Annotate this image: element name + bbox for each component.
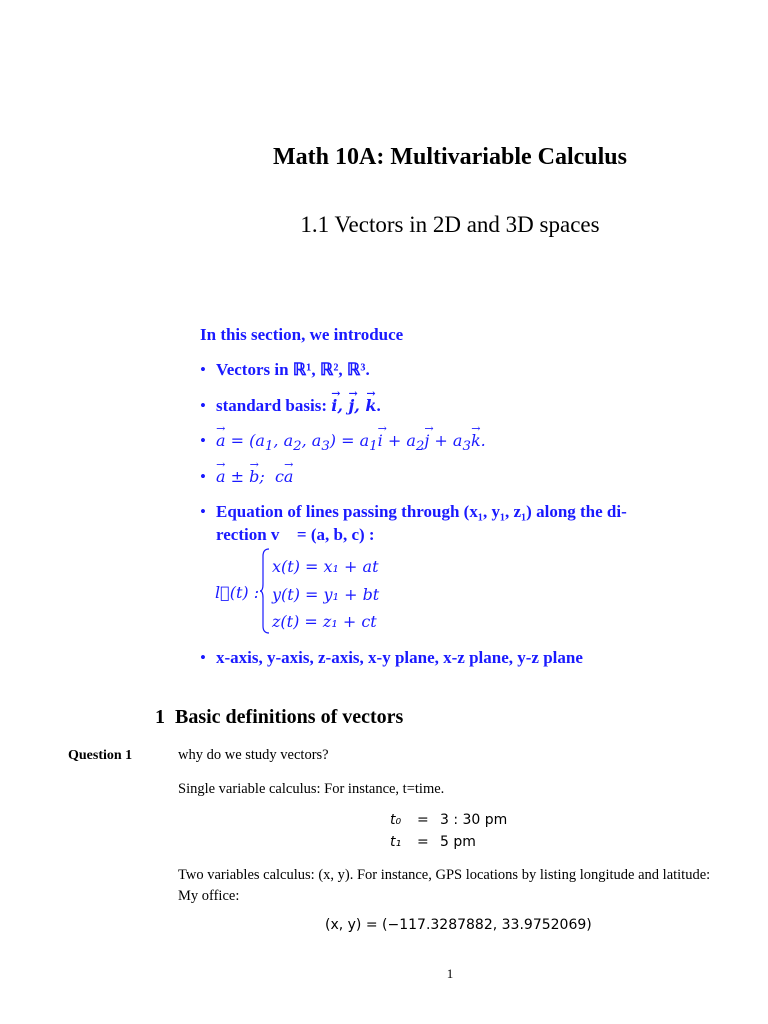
system-equation-y: y(t) = y₁ + bt	[272, 585, 380, 604]
bullet-dot-icon: •	[200, 502, 206, 521]
time-lhs: t₀	[390, 812, 402, 828]
bullet-dot-icon: •	[200, 467, 206, 486]
bullet-text: Equation of lines passing through (x₁, y₁, z₁) along the di-	[216, 502, 627, 521]
time-rhs: 3 : 30 pm	[440, 812, 508, 828]
bullet-text: standard basis:	[216, 396, 332, 415]
time-rel: =	[417, 812, 429, 828]
question-text: why do we study vectors?	[178, 747, 329, 763]
time-rel: =	[417, 834, 429, 850]
left-brace-icon	[260, 548, 270, 634]
bullet-text: x-axis, y-axis, z-axis, x-y plane, x-z plane, y-z plane	[216, 648, 583, 667]
bullet-dot-icon: •	[200, 396, 206, 415]
section-heading	[155, 706, 403, 729]
line-function-label: l⃗(t) :	[215, 583, 260, 602]
system-equation-x: x(t) = x₁ + at	[272, 557, 379, 576]
page-number: 1	[446, 966, 454, 981]
bullet-dot-icon: •	[200, 648, 206, 667]
direction-line: rection v⃗ = (a, b, c) :	[216, 525, 375, 544]
question-label: Question 1	[68, 748, 133, 763]
intro-text: In this section, we introduce	[200, 325, 404, 344]
paragraph-single-variable: Single variable calculus: For instance, t=time.	[178, 781, 445, 797]
page-title: Math 10A: Multivariable Calculus	[273, 144, 627, 170]
section-number: 1	[155, 706, 165, 728]
section-subtitle: 1.1 Vectors in 2D and 3D spaces	[300, 212, 600, 237]
section-title: Basic definitions of vectors	[175, 706, 404, 728]
vector-components-formula: → $a = (a_1$, $a_2$, $a_3) = a_1\to i + a_2\to j + a_3\to k$.	[216, 431, 486, 454]
bullet-text: Vectors in ℝ¹, ℝ², ℝ³.	[216, 360, 370, 379]
paragraph-two-variables: Two variables calculus: (x, y). For instance, GPS locations by listing longitude and latitude: My office:	[178, 867, 711, 904]
bullet-dot-icon: •	[200, 360, 206, 379]
gps-equation: (x, y) = (−117.3287882, 33.9752069)	[325, 917, 592, 933]
time-lhs: t₁	[390, 834, 402, 850]
bullet-dot-icon: •	[200, 431, 206, 450]
system-equation-z: z(t) = z₁ + ct	[272, 612, 377, 631]
vector-operations-formula: → a ± → b; c→ a	[216, 467, 293, 486]
time-rhs: 5 pm	[440, 834, 476, 850]
